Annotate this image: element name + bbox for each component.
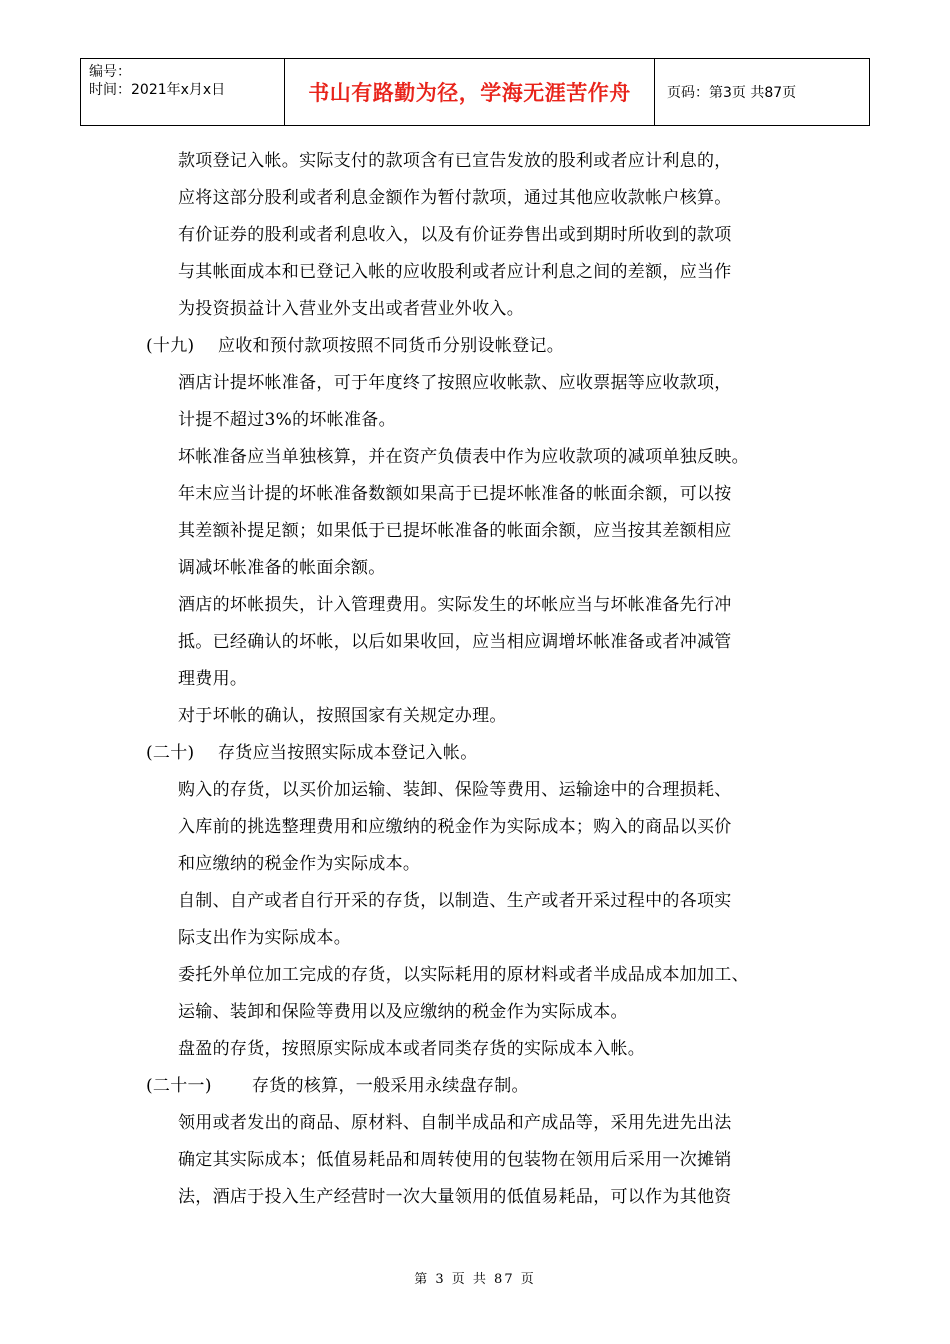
paragraph-line: 应将这部分股利或者利息金额作为暂付款项，通过其他应收款帐户核算。 xyxy=(178,188,732,208)
header-motto: 书山有路勤为径，学海无涯苦作舟 xyxy=(285,59,655,125)
page-header xyxy=(80,58,870,126)
paragraph-line: 有价证券的股利或者利息收入，以及有价证券售出或到期时所收到的款项 xyxy=(178,225,732,245)
section-heading xyxy=(140,333,840,370)
paragraph-line: 抵。已经确认的坏帐，以后如果收回，应当相应调增坏帐准备或者冲减管 xyxy=(178,632,732,652)
paragraph-line: 计提不超过3%的坏帐准备。 xyxy=(178,410,396,430)
paragraph-line: 坏帐准备应当单独核算，并在资产负债表中作为应收款项的减项单独反映。 xyxy=(178,447,749,467)
paragraph-line: 为投资损益计入营业外支出或者营业外收入。 xyxy=(178,299,524,319)
section-title: 存货的核算，一般采用永续盘存制。 xyxy=(252,1076,529,1096)
paragraph-line: 和应缴纳的税金作为实际成本。 xyxy=(178,854,421,874)
paragraph-line: 委托外单位加工完成的存货，以实际耗用的原材料或者半成品成本加加工、 xyxy=(178,965,749,985)
paragraph-line: 确定其实际成本；低值易耗品和周转使用的包装物在领用后采用一次摊销 xyxy=(178,1150,732,1170)
header-meta xyxy=(81,59,285,125)
document-time: 时间：2021年x月x日 xyxy=(89,82,226,98)
section-title: 应收和预付款项按照不同货币分别设帐登记。 xyxy=(218,336,564,356)
paragraph-line: 自制、自产或者自行开采的存货，以制造、生产或者开采过程中的各项实 xyxy=(178,891,732,911)
paragraph-line: 购入的存货，以买价加运输、装卸、保险等费用、运输途中的合理损耗、 xyxy=(178,780,732,800)
paragraph-line: 款项登记入帐。实际支付的款项含有已宣告发放的股利或者应计利息的， xyxy=(178,151,732,171)
section-number: (二十一) xyxy=(146,1076,212,1096)
paragraph-line: 酒店计提坏帐准备，可于年度终了按照应收帐款、应收票据等应收款项， xyxy=(178,373,732,393)
paragraph-line: 入库前的挑选整理费用和应缴纳的税金作为实际成本；购入的商品以买价 xyxy=(178,817,732,837)
paragraph-line: 年末应当计提的坏帐准备数额如果高于已提坏帐准备的帐面余额，可以按 xyxy=(178,484,732,504)
page-footer: 第 3 页 共 87 页 xyxy=(414,1272,536,1287)
document-number-label: 编号： xyxy=(89,64,131,80)
section-number: (二十) xyxy=(146,743,195,763)
document-body xyxy=(140,148,840,1221)
paragraph-line: 与其帐面成本和已登记入帐的应收股利或者应计利息之间的差额，应当作 xyxy=(178,262,732,282)
paragraph-line: 对于坏帐的确认，按照国家有关规定办理。 xyxy=(178,706,507,726)
section-heading xyxy=(140,740,840,777)
paragraph-line: 理费用。 xyxy=(178,669,248,689)
paragraph-line: 法，酒店于投入生产经营时一次大量领用的低值易耗品，可以作为其他资 xyxy=(178,1187,732,1207)
header-page-code: 页码：第3页 共87页 xyxy=(667,85,797,101)
section-title: 存货应当按照实际成本登记入帐。 xyxy=(218,743,478,763)
section-heading xyxy=(140,1073,840,1110)
section-number: (十九) xyxy=(146,336,195,356)
paragraph-line: 调减坏帐准备的帐面余额。 xyxy=(178,558,386,578)
paragraph-line: 盘盈的存货，按照原实际成本或者同类存货的实际成本入帐。 xyxy=(178,1039,646,1059)
paragraph-line: 领用或者发出的商品、原材料、自制半成品和产成品等，采用先进先出法 xyxy=(178,1113,732,1133)
paragraph-line: 运输、装卸和保险等费用以及应缴纳的税金作为实际成本。 xyxy=(178,1002,628,1022)
paragraph-line: 其差额补提足额；如果低于已提坏帐准备的帐面余额，应当按其差额相应 xyxy=(178,521,732,541)
paragraph-line: 际支出作为实际成本。 xyxy=(178,928,351,948)
paragraph-line: 酒店的坏帐损失，计入管理费用。实际发生的坏帐应当与坏帐准备先行冲 xyxy=(178,595,732,615)
